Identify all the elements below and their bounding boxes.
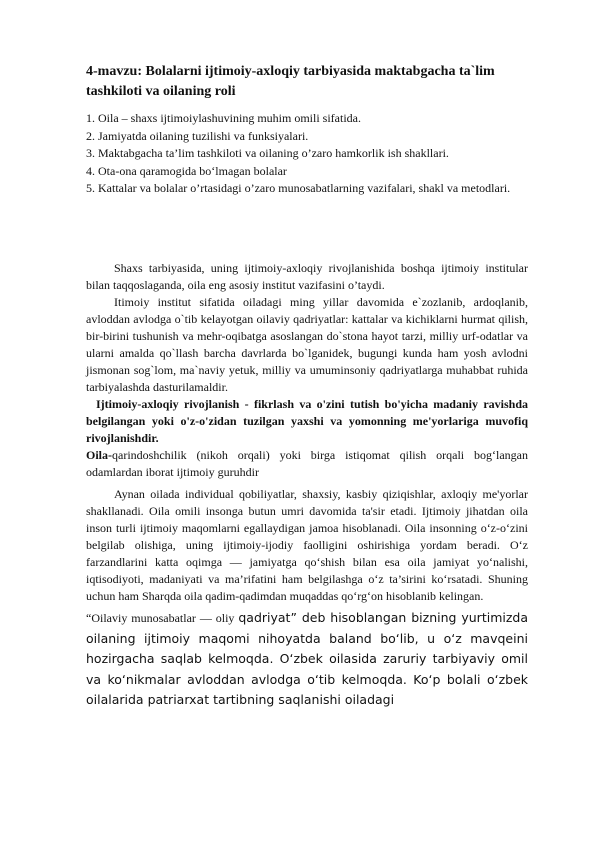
- paragraph: [86, 608, 528, 711]
- paragraph: Shaxs tarbiyasida, uning ijtimoiy-axloqiy rivojlanishida boshqa ijtimoiy institular bilan taqqoslaganda, oila eng asosiy institut vazifasini o’taydi.: [86, 261, 528, 292]
- document-body: [86, 260, 528, 711]
- paragraph: Aynan oilada individual qobiliyatlar, shaxsiy, kasbiy qiziqishlar, axloqiy me'yorlar shakllanadi. Oila omili insonga butun umri davomida ta'sir etadi. Ijtimoiy jihatdan oila inson turli ijtimoiy maqomlarni egallaydigan jamoa hisoblanadi. Oila insonning o‘z-o‘zini belgilab olishiga, uning ijtimoiy-ijodiy faolligini oshirishiga yordam beradi. O‘z farzandlarini katta oqimga — jamiyatga qo‘shish bilan esa oila jamiyat yo‘nalishi, iqtisodiyoti, madaniyati va ma’rifatini ham belgilashga o‘z ta’sirini ko‘rsatadi. Shuning uchun ham Sharqda oila qadim-qadimdan muqaddas qo‘rg‘on hisoblanib kelingan.: [86, 487, 528, 603]
- topic-item: 2. Jamiyatda oilaning tuzilishi va funksiyalari.: [86, 128, 309, 143]
- paragraph-lead: “Oilaviy munosabatlar — oliy: [86, 611, 239, 625]
- topic-item: 4. Ota-ona qaramogida bo‘lmagan bolalar: [86, 163, 287, 178]
- topic-item: 3. Maktabgacha ta’lim tashkiloti va oilaning o’zaro hamkorlik ish shakllari.: [86, 146, 449, 160]
- oila-definition: [86, 447, 528, 481]
- document-title: 4-mavzu: Bolalarni ijtimoiy-axloqiy tarbiyasida maktabgacha ta`lim tashkiloti va oilaning roli: [86, 64, 495, 99]
- topic-item: 5. Kattalar va bolalar o’rtasidagi o’zaro munosabatlarning vazifalari, shakl va metodlari.: [86, 181, 511, 195]
- paragraph: Itimoiy institut sifatida oiladagi ming yillar davomida e`zozlanib, ardoqlanib, avloddan avlodga o`tib kelayotgan oilaviy qadriyatlar: kattalar va kichiklarni hurmat qilish, bir-birini tushunish va mehr-oqibatga asoslangan do`stona hayot tarzi, milliy urf-odatlar va ularni amalda qo`llash barcha davrlarda bo`lganidek, bugungi kunda ham yosh avlodni jismonan sog`lom, ma`naviy yetuk, milliy va umuminsoniy qadriyatlarga muhabbat ruhida tarbiyalashda dasturilamaldir.: [86, 295, 528, 394]
- topic-item: 1. Oila – shaxs ijtimoiylashuvining muhim omili sifatida.: [86, 111, 361, 125]
- definition-paragraph: Ijtimoiy-axloqiy rivojlanish - fikrlash va o'zini tutish bo'yicha madaniy ravishda belgilangan yoki o'z-o'zidan tuzilgan yaxshi va yomonning me'yorlariga muvofiq rivojlanishdir.: [86, 397, 528, 445]
- oila-definition-text: qarindoshchilik (nikoh orqali) yoki birga istiqomat qilish orqali bog‘langan odamlardan iborat ijtimoiy guruhdir: [86, 448, 528, 479]
- oila-term: Oila-: [86, 448, 112, 462]
- paragraph-text: qadriyat” deb hisoblangan bizning yurtimizda oilaning ijtimoiy maqomi nihoyatda baland bo‘lib, u o‘z mavqeini hozirgacha saqlab kelmoqda. O‘zbek oilasida zaruriy tarbiyaviy omil va ko‘nikmalar avloddan avlodga o‘tib kelmoqda. Ko‘p bolali o‘zbek oilalarida patriarxat tartibning saqlanishi oiladagi: [86, 610, 528, 707]
- topic-list: [86, 110, 526, 198]
